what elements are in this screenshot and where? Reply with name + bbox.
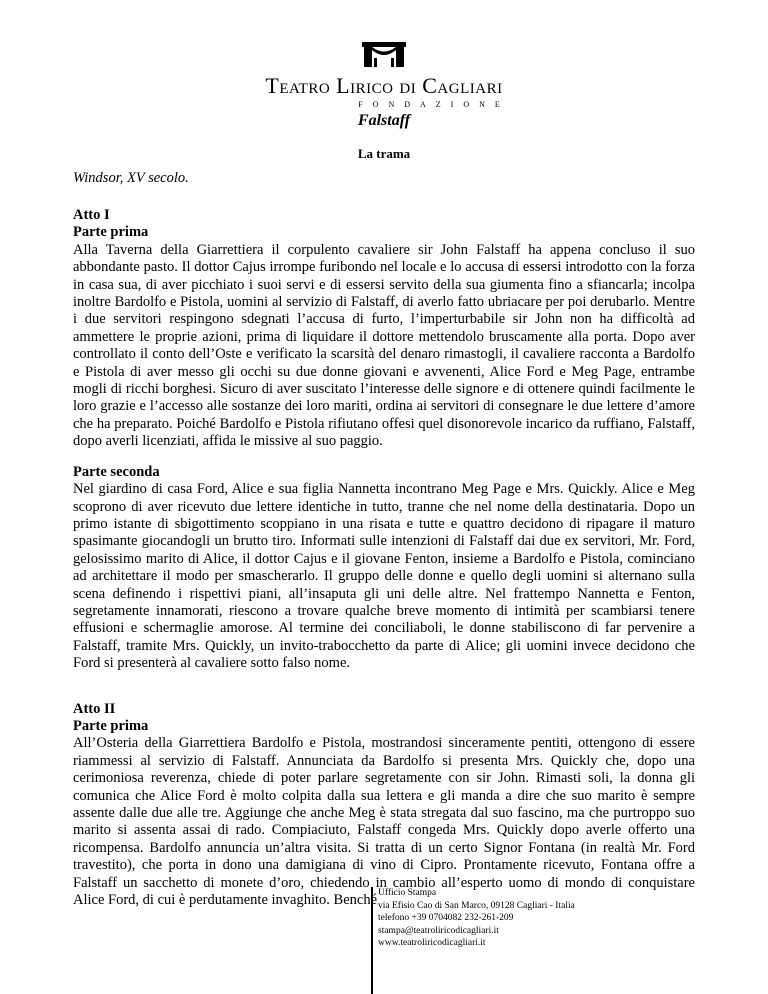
act2-part1-text: All’Osteria della Giarrettiera Bardolfo e Pistola, mostrandosi sinceramente pentiti, ottengono di essere riammessi al servizio di Falstaff. Annunciata da Bardolfo si presenta Mrs. Quickly che, dopo una cerimoniosa reverenza, chiede di poter parlare segretamente con sir John. Rimasti soli, la donna gli comunica che Alice Ford è molto colpita dalla sua lettera e gli manda a dire che suo marito è sempre assente dalle due alle tre. Aggiunge che anche Meg è stata stregata dal suo fascino, ma che purtroppo suo marito si assenta assai di rado. Compiaciuto, Falstaff congeda Mrs. Quickly dopo averle offerto una ricompensa. Bardolfo annuncia un’altra visita. Si tratta di un certo Signor Fontana (in realtà Mr. Ford travestito), che porta in dono una damigiana di vino di Cipro. Prontamente ricevuto, Fontana offre a Falstaff un sacchetto di monete d’oro, chiedendo in cambio all’esperto uomo di mondo di conquistare Alice Ford, di cui è perdutamente invaghito. Benché xyxy=(73,735,695,909)
act1-part2-heading: Parte seconda xyxy=(73,463,160,480)
footer-phone: telefono +39 0704082 232-261-209 xyxy=(378,913,514,923)
footer-email[interactable]: stampa@teatroliricodicagliari.it xyxy=(378,925,499,936)
act1-part2-text: Nel giardino di casa Ford, Alice e sua figlia Nannetta incontrano Meg Page e Mrs. Quickly. Alice e Meg scoprono di aver ricevuto due lettere identiche in tutto, tranne che nel nome della destinataria. Dopo un primo istante di sbigottimento scoppiano in una risata e tutte e quattro decidono di ripagare il maturo spasimante giocandogli un brutto tiro. Informati sulle intenzioni di Falstaff dai due ex servitori, Mr. Ford, gelosissimo marito di Alice, il dottor Cajus e il giovane Fenton, insieme a Bardolfo e Pistola, cominciano ad architettare il modo per smascherarlo. Il gruppo delle donne e quello degli uomini si alternano sulla scena definendo i rispettivi piani, all’insaputa gli uni delle altre. Nel frattempo Nannetta e Fenton, segretamente innamorati, riescono a trovare qualche breve momento di intimità per scambiarsi tenere effusioni e schermaglie amorose. Al termine dei conciliaboli, le donne stabiliscono di far pervenire a Falstaff, tramite Mrs. Quickly, un invito-trabocchetto da parte di Alice; gli uomini invece decidono che Ford si presenterà al cavaliere sotto falso nome. xyxy=(73,481,695,672)
teatro-logo-icon xyxy=(360,40,408,68)
footer-address: via Efisio Cao di San Marco, 09128 Cagliari - Italia xyxy=(378,900,575,911)
act1-heading: Atto I xyxy=(73,207,110,223)
press-office-footer xyxy=(371,887,575,994)
act2-part1-heading: Parte prima xyxy=(73,717,149,734)
footer-website[interactable]: www.teatroliricodicagliari.it xyxy=(378,938,486,948)
page-subtitle: La trama xyxy=(357,146,411,161)
footer-office: Ufficio Stampa xyxy=(378,888,437,898)
act2-heading: Atto II xyxy=(73,700,116,717)
org-subtitle: FONDAZIONE xyxy=(358,100,510,109)
letterhead xyxy=(0,40,768,110)
setting-line: Windsor, XV secolo. xyxy=(73,170,189,186)
act1-part1-text: Alla Taverna della Giarrettiera il corpulento cavaliere sir John Falstaff ha appena concluso il suo abbondante pasto. Il dottor Cajus irrompe furibondo nel locale e lo accusa di essersi introdotto con la forza in casa sua, di aver picchiato i suoi servi e di essersi servito della sua giumenta fino a sfiancarla; incolpa inoltre Bardolfo e Pistola, uomini al servizio di Falstaff, di averlo fatto ubriacare per poi derubarlo. Mentre i due servitori respingono sdegnati l’accusa di furto, l’imperturbabile sir John non ha difficoltà ad ammettere le proprie azioni, prima di liquidare il dottore mettendolo bruscamente alla porta. Dopo aver controllato il conto dell’Oste e verificato la scarsità del denaro rimastogli, il cavaliere racconta a Bardolfo e Pistola di aver messo gli occhi su due donne giovani e avvenenti, Alice Ford e Meg Page, entrambe mogli di ricchi borghesi. Sicuro di aver suscitato l’interesse delle signore e di ottenere quindi facilmente le loro grazie e l’accesso alle sostanze dei loro mariti, ordina ai servitori di consegnare le due lettere d’amore che ha preparato. Poiché Bardolfo e Pistola rifiutano offesi quel disonorevole incarico da ruffiano, Falstaff, dopo averli licenziati, affida le missive al suo paggio. xyxy=(73,241,695,450)
org-name: Teatro Lirico di Cagliari xyxy=(265,73,503,98)
act1-part1-heading: Parte prima xyxy=(73,224,149,241)
synopsis-body xyxy=(73,207,695,909)
page-title: Falstaff xyxy=(357,112,411,129)
